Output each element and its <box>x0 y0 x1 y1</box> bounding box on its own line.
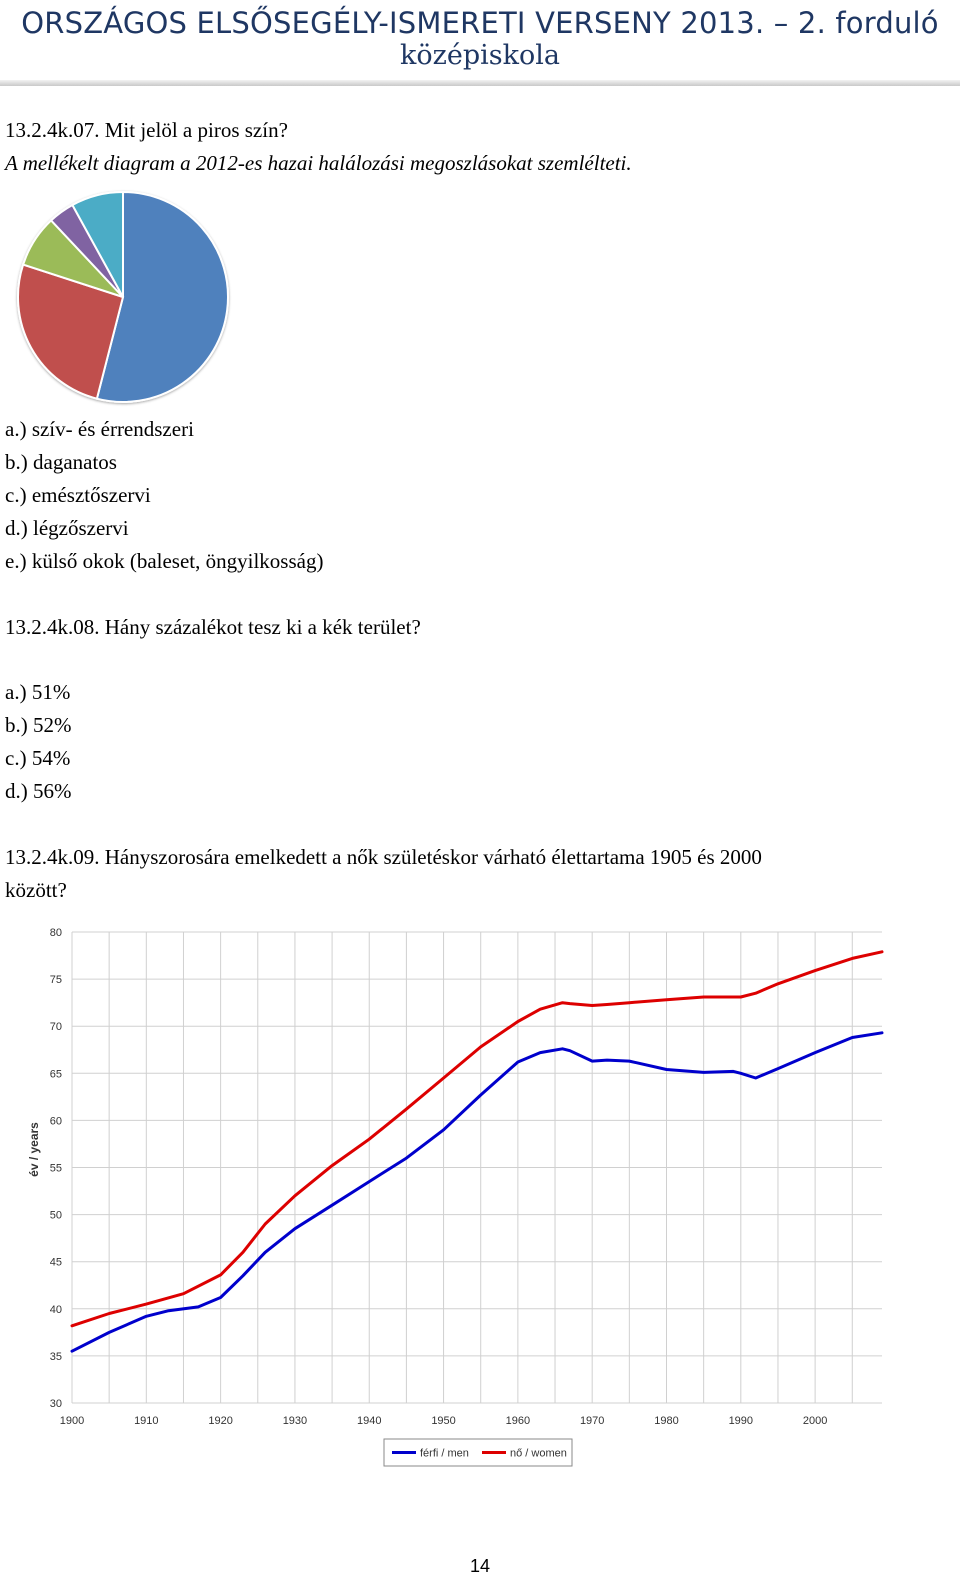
pie-chart <box>0 182 260 412</box>
y-tick-label: 35 <box>49 1350 62 1363</box>
life-expectancy-chart <box>0 918 900 1478</box>
y-tick-label: 50 <box>49 1209 62 1222</box>
x-tick-label: 1950 <box>431 1415 456 1427</box>
q07-option-e: e.) külső okok (baleset, öngyilkosság) <box>5 549 324 573</box>
legend-label: férfi / men <box>420 1447 469 1460</box>
x-tick-label: 1960 <box>505 1415 531 1427</box>
x-tick-label: 1970 <box>579 1415 605 1427</box>
legend-label: nő / women <box>510 1447 567 1460</box>
q08-question: 13.2.4k.08. Hány százalékot tesz ki a kék terület? <box>5 615 421 639</box>
y-tick-label: 40 <box>49 1303 62 1316</box>
x-tick-label: 1920 <box>208 1415 233 1427</box>
q07-option-b: b.) daganatos <box>5 450 117 474</box>
series-line <box>72 952 882 1326</box>
x-tick-label: 1930 <box>282 1415 308 1427</box>
q09-question-line2: között? <box>5 878 67 902</box>
q07-option-c: c.) emésztőszervi <box>5 483 151 507</box>
series-line <box>72 1033 882 1351</box>
page-number: 14 <box>469 1556 491 1576</box>
x-tick-label: 1980 <box>654 1415 679 1427</box>
x-tick-label: 1940 <box>357 1415 382 1427</box>
y-tick-label: 80 <box>49 927 62 939</box>
q07-option-d: d.) légzőszervi <box>5 516 129 540</box>
y-tick-label: 30 <box>49 1398 62 1410</box>
header-divider <box>0 80 960 86</box>
q07-question: 13.2.4k.07. Mit jelöl a piros szín? <box>5 118 288 142</box>
q08-option-a: a.) 51% <box>5 680 71 704</box>
y-tick-label: 55 <box>49 1162 62 1175</box>
q09-question-line1: 13.2.4k.09. Hányszorosára emelkedett a nők születéskor várható élettartama 1905 és 2000 <box>5 845 762 869</box>
x-tick-label: 2000 <box>802 1415 828 1427</box>
y-axis-label: év / years <box>27 1122 41 1177</box>
y-tick-label: 45 <box>49 1256 62 1269</box>
y-tick-label: 75 <box>49 974 62 987</box>
x-tick-label: 1900 <box>59 1415 85 1427</box>
header-title: ORSZÁGOS ELSŐSEGÉLY-ISMERETI VERSENY 2013. – 2. forduló <box>21 6 939 40</box>
q07-option-a: a.) szív- és érrendszeri <box>5 417 194 441</box>
q08-option-d: d.) 56% <box>5 779 72 803</box>
y-tick-label: 65 <box>49 1068 62 1081</box>
y-tick-label: 60 <box>49 1115 62 1128</box>
header-subtitle: középiskola <box>400 40 560 71</box>
q08-option-c: c.) 54% <box>5 746 71 770</box>
q07-intro: A mellékelt diagram a 2012-es hazai halálozási megoszlásokat szemlélteti. <box>5 151 632 175</box>
x-tick-label: 1910 <box>134 1415 159 1427</box>
y-tick-label: 70 <box>49 1021 62 1034</box>
x-tick-label: 1990 <box>728 1415 754 1427</box>
q08-option-b: b.) 52% <box>5 713 72 737</box>
